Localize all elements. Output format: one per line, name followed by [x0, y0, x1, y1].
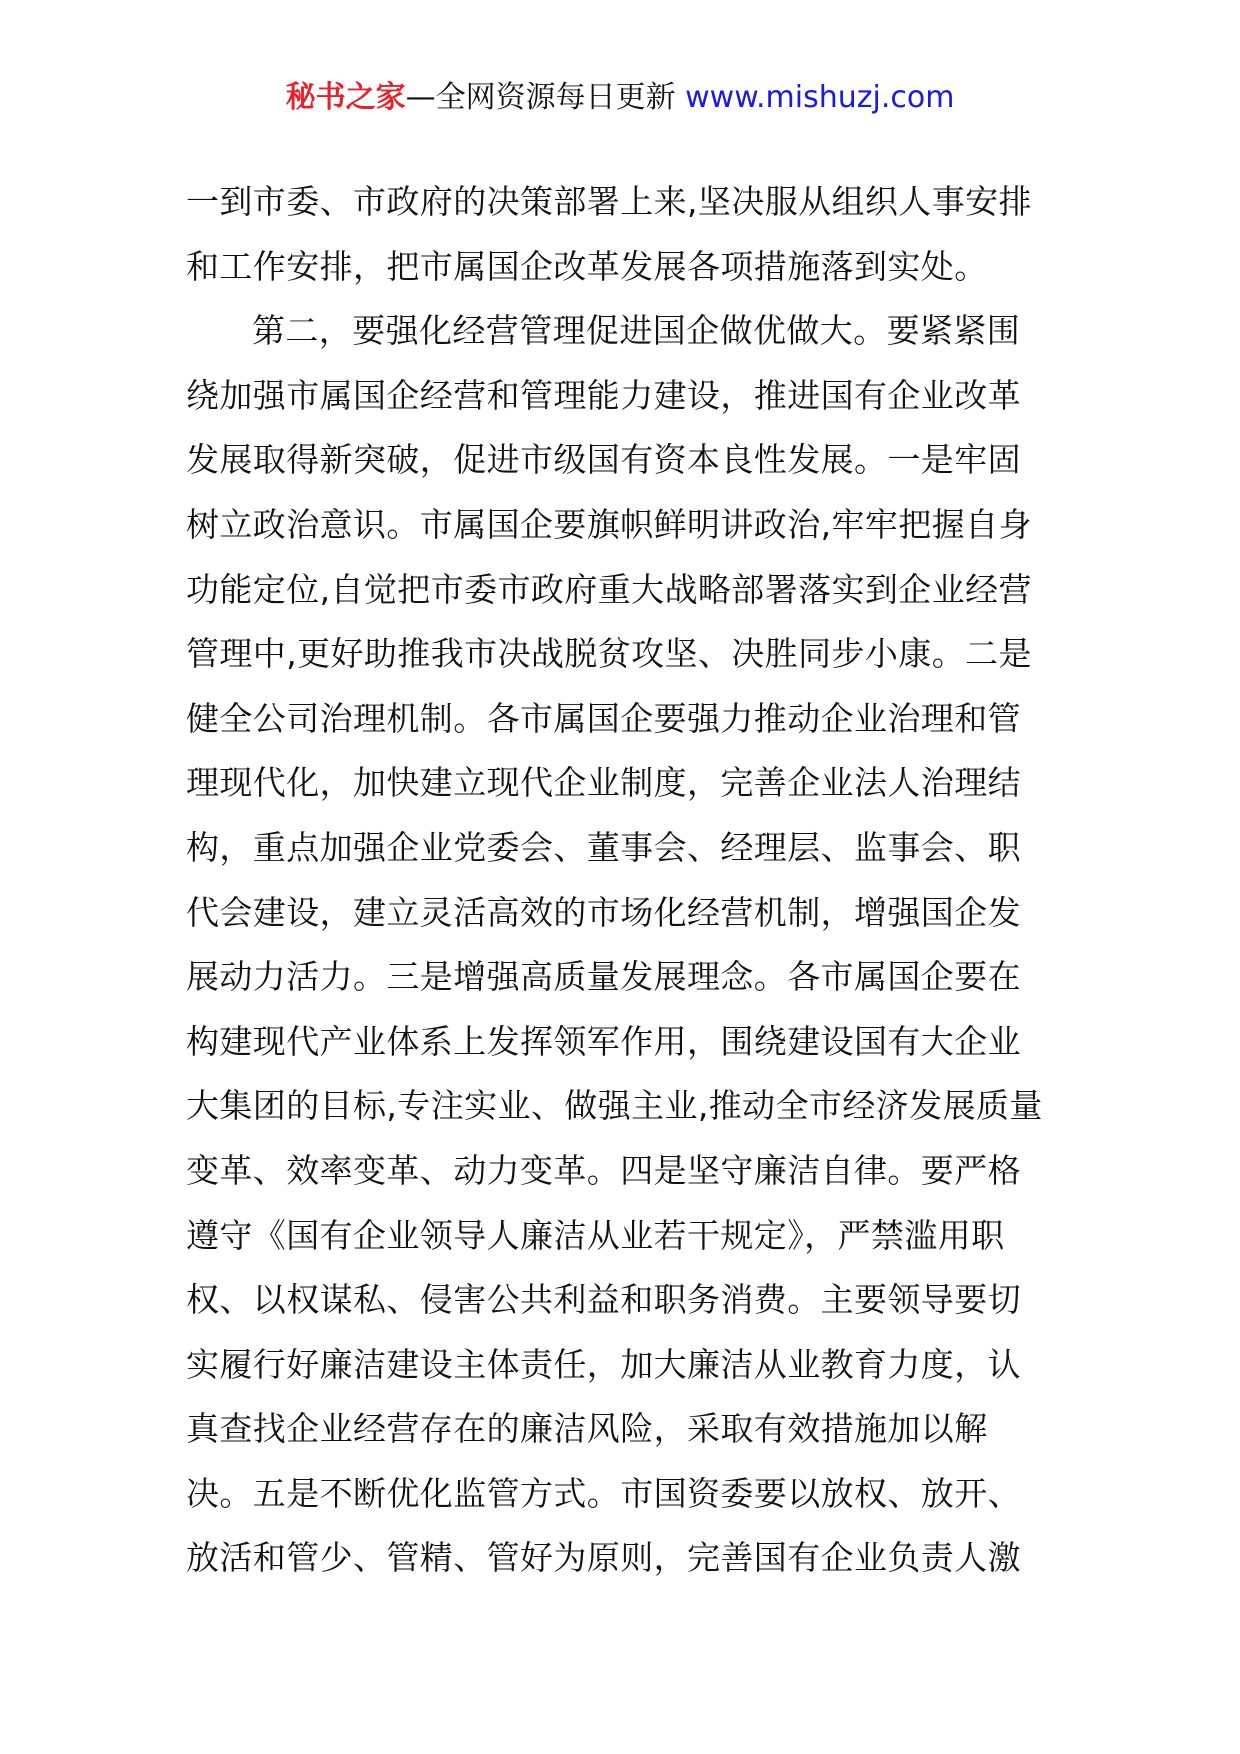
text-line: 代会建设，建立灵活高效的市场化经营机制，增强国企发 — [186, 892, 1021, 932]
text-line: 健全公司治理机制。各市属国企要强力推动企业治理和管 — [186, 698, 1021, 738]
text-line: 实履行好廉洁建设主体责任，加大廉洁从业教育力度，认 — [186, 1344, 1021, 1384]
text-line: 展动力活力。三是增强高质量发展理念。各市属国企要在 — [186, 957, 1021, 997]
paragraph-start-line: 第二，要强化经营管理促进国企做优做大。要紧紧围 — [252, 311, 1021, 351]
text-line: 放活和管少、管精、管好为原则，完善国有企业负责人激 — [186, 1538, 1021, 1578]
text-line: 绕加强市属国企经营和管理能力建设，推进国有企业改革 — [186, 375, 1021, 415]
text-line: 大集团的目标,专注实业、做强主业,推动全市经济发展质量 — [186, 1086, 1043, 1126]
text-line: 管理中,更好助推我市决战脱贫攻坚、决胜同步小康。二是 — [186, 634, 1032, 674]
site-url-link[interactable]: www.mishuzj.com — [685, 80, 955, 115]
page-header — [0, 78, 1240, 118]
text-line: 功能定位,自觉把市委市政府重大战略部署落实到企业经营 — [186, 569, 1032, 609]
brand-name: 秘书之家 — [285, 80, 406, 115]
text-line: 发展取得新突破，促进市级国有资本良性发展。一是牢固 — [186, 440, 1021, 480]
text-line: 构，重点加强企业党委会、董事会、经理层、监事会、职 — [186, 827, 1021, 867]
text-line: 真查找企业经营存在的廉洁风险，采取有效措施加以解 — [186, 1409, 988, 1449]
text-line: 权、以权谋私、侵害公共利益和职务消费。主要领导要切 — [186, 1280, 1021, 1320]
text-line: 理现代化，加快建立现代企业制度，完善企业法人治理结 — [186, 763, 1021, 803]
text-line: 构建现代产业体系上发挥领军作用，围绕建设国有大企业 — [186, 1021, 1021, 1061]
body-text — [186, 170, 1056, 1591]
text-line: 树立政治意识。市属国企要旗帜鲜明讲政治,牢牢把握自身 — [186, 504, 1032, 544]
text-line: 决。五是不断优化监管方式。市国资委要以放权、放开、 — [186, 1473, 1021, 1513]
header-tagline: —全网资源每日更新 — [405, 80, 676, 115]
text-line: 变革、效率变革、动力变革。四是坚守廉洁自律。要严格 — [186, 1150, 1021, 1190]
text-line: 和工作安排，把市属国企改革发展各项措施落到实处。 — [186, 246, 988, 286]
text-line: 遵守《国有企业领导人廉洁从业若干规定》，严禁滥用职 — [186, 1215, 1005, 1255]
text-line: 一到市委、市政府的决策部署上来,坚决服从组织人事安排 — [186, 182, 1032, 221]
